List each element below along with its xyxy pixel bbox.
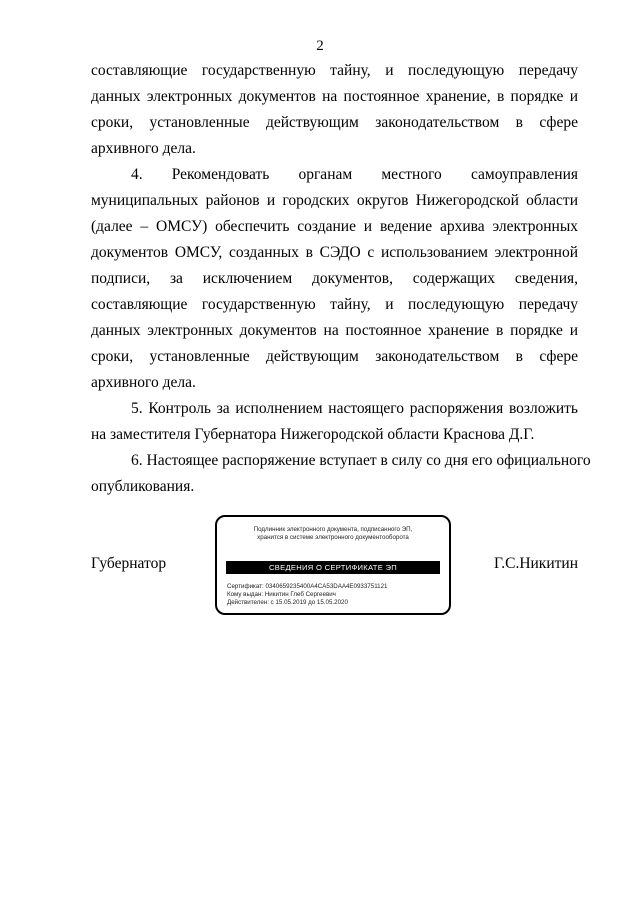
- text-line: сроки, установленные действующим законодательством в сфере: [91, 348, 578, 365]
- certificate-number: Сертификат: 0340659235400A4CA53DAA4E0933751121: [227, 583, 388, 590]
- text-line: архивного дела.: [91, 374, 196, 391]
- page-number: 2: [316, 38, 324, 54]
- paragraph-item-6: [91, 448, 591, 500]
- text-line: 4. Рекомендовать органам местного самоуправления: [131, 166, 578, 183]
- paragraph-item-5: [91, 396, 578, 448]
- text-line: составляющие государственную тайну, и последующую передачу: [91, 62, 578, 79]
- paragraph-continuation: [91, 58, 578, 162]
- signer-name: Г.С.Никитин: [494, 555, 578, 572]
- paragraph-item-4: [91, 162, 578, 396]
- text-line: архивного дела.: [91, 140, 196, 157]
- stamp-header: [217, 526, 449, 542]
- text-line: данных электронных документов на постоянное хранение, в порядке и: [91, 88, 578, 105]
- stamp-details: [227, 583, 388, 607]
- text-line: сроки, установленные действующим законодательством в сфере: [91, 114, 578, 131]
- text-line: подписи, за исключением документов, содержащих сведения,: [91, 270, 578, 287]
- text-line: опубликования.: [91, 478, 195, 495]
- signer-title: Губернатор: [91, 555, 167, 572]
- text-line: на заместителя Губернатора Нижегородской области Краснова Д.Г.: [91, 426, 535, 443]
- electronic-signature-stamp: [215, 515, 451, 615]
- text-line: данных электронных документов на постоянное хранение в порядке и: [91, 322, 578, 339]
- text-line: (далее – ОМСУ) обеспечить создание и ведение архива электронных: [91, 218, 578, 235]
- text-line: 5. Контроль за исполнением настоящего распоряжения возложить: [131, 400, 578, 417]
- text-line: составляющие государственную тайну, и последующую передачу: [91, 296, 578, 313]
- signature-block: [91, 515, 578, 615]
- stamp-header-line: Подлинник электронного документа, подписанного ЭП,: [253, 526, 413, 533]
- text-line: документов ОМСУ, созданных в СЭДО с использованием электронной: [91, 244, 578, 261]
- stamp-title-bar: СВЕДЕНИЯ О СЕРТИФИКАТЕ ЭП: [226, 561, 440, 574]
- stamp-header-line: хранится в системе электронного документооборота: [257, 534, 409, 541]
- certificate-validity: Действителен: с 15.05.2019 до 15.05.2020: [227, 599, 348, 606]
- text-line: 6. Настоящее распоряжение вступает в силу со дня его официального: [131, 452, 591, 469]
- document-body: [91, 58, 591, 500]
- certificate-owner: Кому выдан: Никитин Глеб Сергеевич: [227, 591, 336, 598]
- text-line: муниципальных районов и городских округов Нижегородской области: [91, 192, 578, 209]
